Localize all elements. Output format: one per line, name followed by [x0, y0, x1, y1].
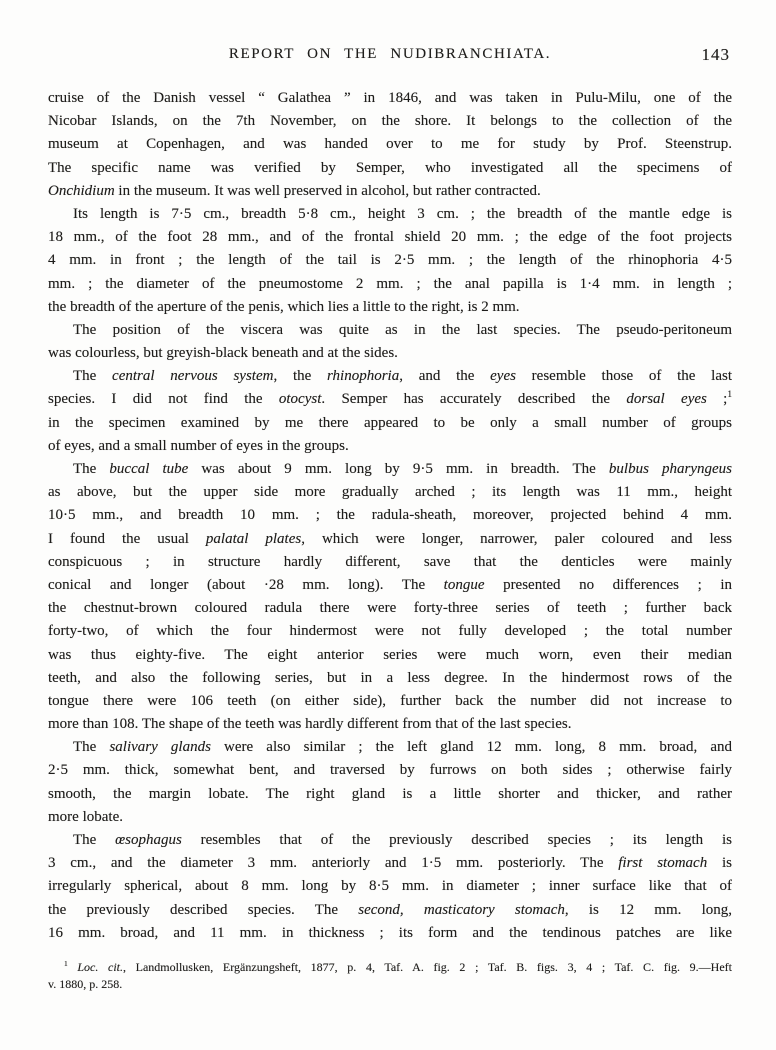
text-segment: , and the [399, 368, 491, 385]
text-segment: is [707, 855, 732, 872]
text-segment: were also similar ; the left gland 12 mm. long, 8 mm. broad, and [210, 739, 732, 756]
text-line [48, 180, 732, 203]
text-line [48, 597, 732, 620]
italic-term: salivary glands [109, 739, 211, 756]
text-line [48, 203, 732, 226]
italic-term: dorsal eyes [626, 391, 707, 408]
text-segment: conspicuous ; in structure hardly different, save that the denticles were mainly [48, 553, 732, 570]
text-segment: forty-two, of which the four hindermost were not fully developed ; the total number [48, 623, 732, 640]
text-line [48, 620, 732, 643]
text-segment: the previously described species. The [48, 901, 359, 918]
text-segment: of eyes, and a small number of eyes in the groups. [48, 437, 349, 454]
text-segment: in the specimen examined by me there appeared to be only a small number of groups [48, 414, 732, 431]
text-segment: 10·5 mm., and breadth 10 mm. ; the radula-sheath, moreover, projected behind 4 mm. [48, 507, 732, 524]
text-line [48, 829, 732, 852]
footnote-reference: 1 [64, 959, 68, 968]
footnote-reference: 1 [727, 390, 732, 401]
text-line [48, 226, 732, 249]
text-segment: species. I did not find the [48, 391, 279, 408]
text-segment: irregularly spherical, about 8 mm. long by 8·5 mm. in diameter ; inner surface like that of [48, 878, 732, 895]
text-segment: conical and longer (about ·28 mm. long). The [48, 576, 444, 593]
text-line [48, 133, 732, 156]
italic-term: tongue [443, 576, 485, 593]
text-line [48, 574, 732, 597]
text-line [48, 319, 732, 342]
text-line [48, 249, 732, 272]
text-line [48, 899, 732, 922]
text-segment: was colourless, but greyish-black beneath and at the sides. [48, 345, 398, 362]
running-title: REPORT ON THE NUDIBRANCHIATA. [228, 46, 552, 62]
text-line [48, 365, 732, 388]
italic-term: second, masticatory stomach [358, 901, 565, 918]
italic-term: palatal plates [205, 530, 302, 547]
italic-term: buccal tube [109, 461, 189, 477]
text-line [48, 157, 732, 180]
text-segment: , is 12 mm. long, [564, 901, 732, 918]
text-line [48, 412, 732, 435]
text-segment: v. 1880, p. 258. [48, 977, 123, 991]
footnote [48, 959, 732, 993]
text-segment: 18 mm., of the foot 28 mm., and of the frontal shield 20 mm. ; the edge of the foot projects [48, 229, 732, 246]
text-line [48, 481, 732, 504]
text-segment: , Landmollusken, Ergänzungsheft, 1877, p. 4, Taf. A. fig. 2 ; Taf. B. figs. 3, 4 ; Taf. C. fig. 9.—Heft [123, 960, 732, 974]
text-line [48, 458, 732, 481]
text-segment: resembles that of the previously described species ; its length is [181, 832, 732, 848]
text-segment: museum at Copenhagen, and was handed over to me for study by Prof. Steenstrup. [48, 136, 732, 153]
text-segment: The [73, 368, 113, 385]
page-body-text [48, 87, 732, 945]
italic-term: first stomach [618, 855, 708, 872]
text-segment [68, 960, 78, 974]
text-segment: The [73, 739, 110, 756]
text-line [48, 388, 732, 411]
text-line [48, 875, 732, 898]
text-line [48, 736, 732, 759]
italic-term: œsophagus [115, 832, 182, 848]
italic-term: Loc. cit. [77, 960, 123, 974]
text-segment: 2·5 mm. thick, somewhat bent, and traversed by furrows on both sides ; otherwise fairly [48, 762, 732, 779]
text-line [48, 713, 732, 736]
text-segment: resemble those of the last [515, 368, 732, 385]
text-line [48, 110, 732, 133]
text-segment: was about 9 mm. long by 9·5 mm. in breadth. The [188, 461, 609, 477]
text-line [48, 551, 732, 574]
text-segment: 16 mm. broad, and 11 mm. in thickness ; its form and the tendinous patches are like [48, 924, 732, 941]
text-segment: the chestnut-brown coloured radula there were forty-three series of teeth ; further back [48, 600, 732, 617]
text-line [48, 296, 732, 319]
text-line [48, 435, 732, 458]
text-segment: The [73, 832, 116, 848]
text-segment: , the [273, 368, 327, 385]
paragraphs [48, 87, 732, 945]
text-segment: I found the usual [48, 530, 206, 547]
text-segment: presented no differences ; in [484, 576, 732, 593]
italic-term: rhinophoria [326, 368, 400, 385]
text-segment: more lobate. [48, 808, 123, 825]
text-segment: 4 mm. in front ; the length of the tail is 2·5 mm. ; the length of the rhinophoria 4·5 [48, 252, 732, 269]
text-segment: in the museum. It was well preserved in alcohol, but rather contracted. [114, 182, 541, 199]
text-line [48, 644, 732, 667]
text-line [48, 922, 732, 945]
text-line [48, 690, 732, 713]
text-line [48, 806, 732, 829]
text-segment: was thus eighty-five. The eight anterior series were much worn, even their median [48, 646, 732, 663]
text-segment: . Semper has accurately described the [321, 391, 627, 408]
italic-term: central nervous system [112, 368, 274, 385]
text-segment: cruise of the Danish vessel “ Galathea ” in 1846, and was taken in Pulu-Milu, one of the [48, 90, 732, 106]
italic-term: bulbus pharyngeus [608, 461, 732, 477]
text-segment: The specific name was verified by Semper, who investigated all the specimens of [48, 159, 732, 176]
text-line [48, 852, 732, 875]
text-segment: teeth, and also the following series, but in a less degree. In the hindermost rows of the [48, 669, 732, 686]
italic-term: Onchidium [48, 182, 115, 199]
text-segment: as above, but the upper side more gradually arched ; its length was 11 mm., height [48, 484, 732, 501]
text-line [48, 273, 732, 296]
text-segment: the breadth of the aperture of the penis, which lies a little to the right, is 2 mm. [48, 298, 520, 315]
text-segment: more than 108. The shape of the teeth was hardly different from that of the last species. [48, 716, 572, 733]
text-line [48, 976, 732, 993]
text-line [48, 342, 732, 365]
text-line [48, 87, 732, 110]
text-line [48, 504, 732, 527]
text-line [48, 528, 732, 551]
text-segment: Nicobar Islands, on the 7th November, on the shore. It belongs to the collection of the [48, 113, 732, 130]
text-segment: The position of the viscera was quite as in the last species. The pseudo-peritoneum [73, 321, 732, 338]
text-line [48, 667, 732, 690]
text-segment: , which were longer, narrower, paler coloured and less [301, 530, 732, 547]
text-segment: The [73, 461, 110, 477]
text-line [48, 759, 732, 782]
page-number: 143 [701, 45, 730, 64]
text-segment: 3 cm., and the diameter 3 mm. anteriorly and 1·5 mm. posteriorly. The [48, 855, 619, 872]
text-line [48, 783, 732, 806]
text-line [48, 959, 732, 976]
text-segment: ; [706, 391, 728, 408]
running-header [48, 46, 732, 68]
text-segment: smooth, the margin lobate. The right gland is a little shorter and thicker, and rather [48, 785, 732, 802]
text-segment: tongue there were 106 teeth (on either side), further back the number did not increase to [48, 692, 732, 709]
text-segment: Its length is 7·5 cm., breadth 5·8 cm., height 3 cm. ; the breadth of the mantle edge is [73, 205, 732, 222]
text-segment: mm. ; the diameter of the pneumostome 2 mm. ; the anal papilla is 1·4 mm. in length ; [48, 275, 732, 292]
italic-term: eyes [490, 368, 516, 385]
italic-term: otocyst [278, 391, 322, 408]
